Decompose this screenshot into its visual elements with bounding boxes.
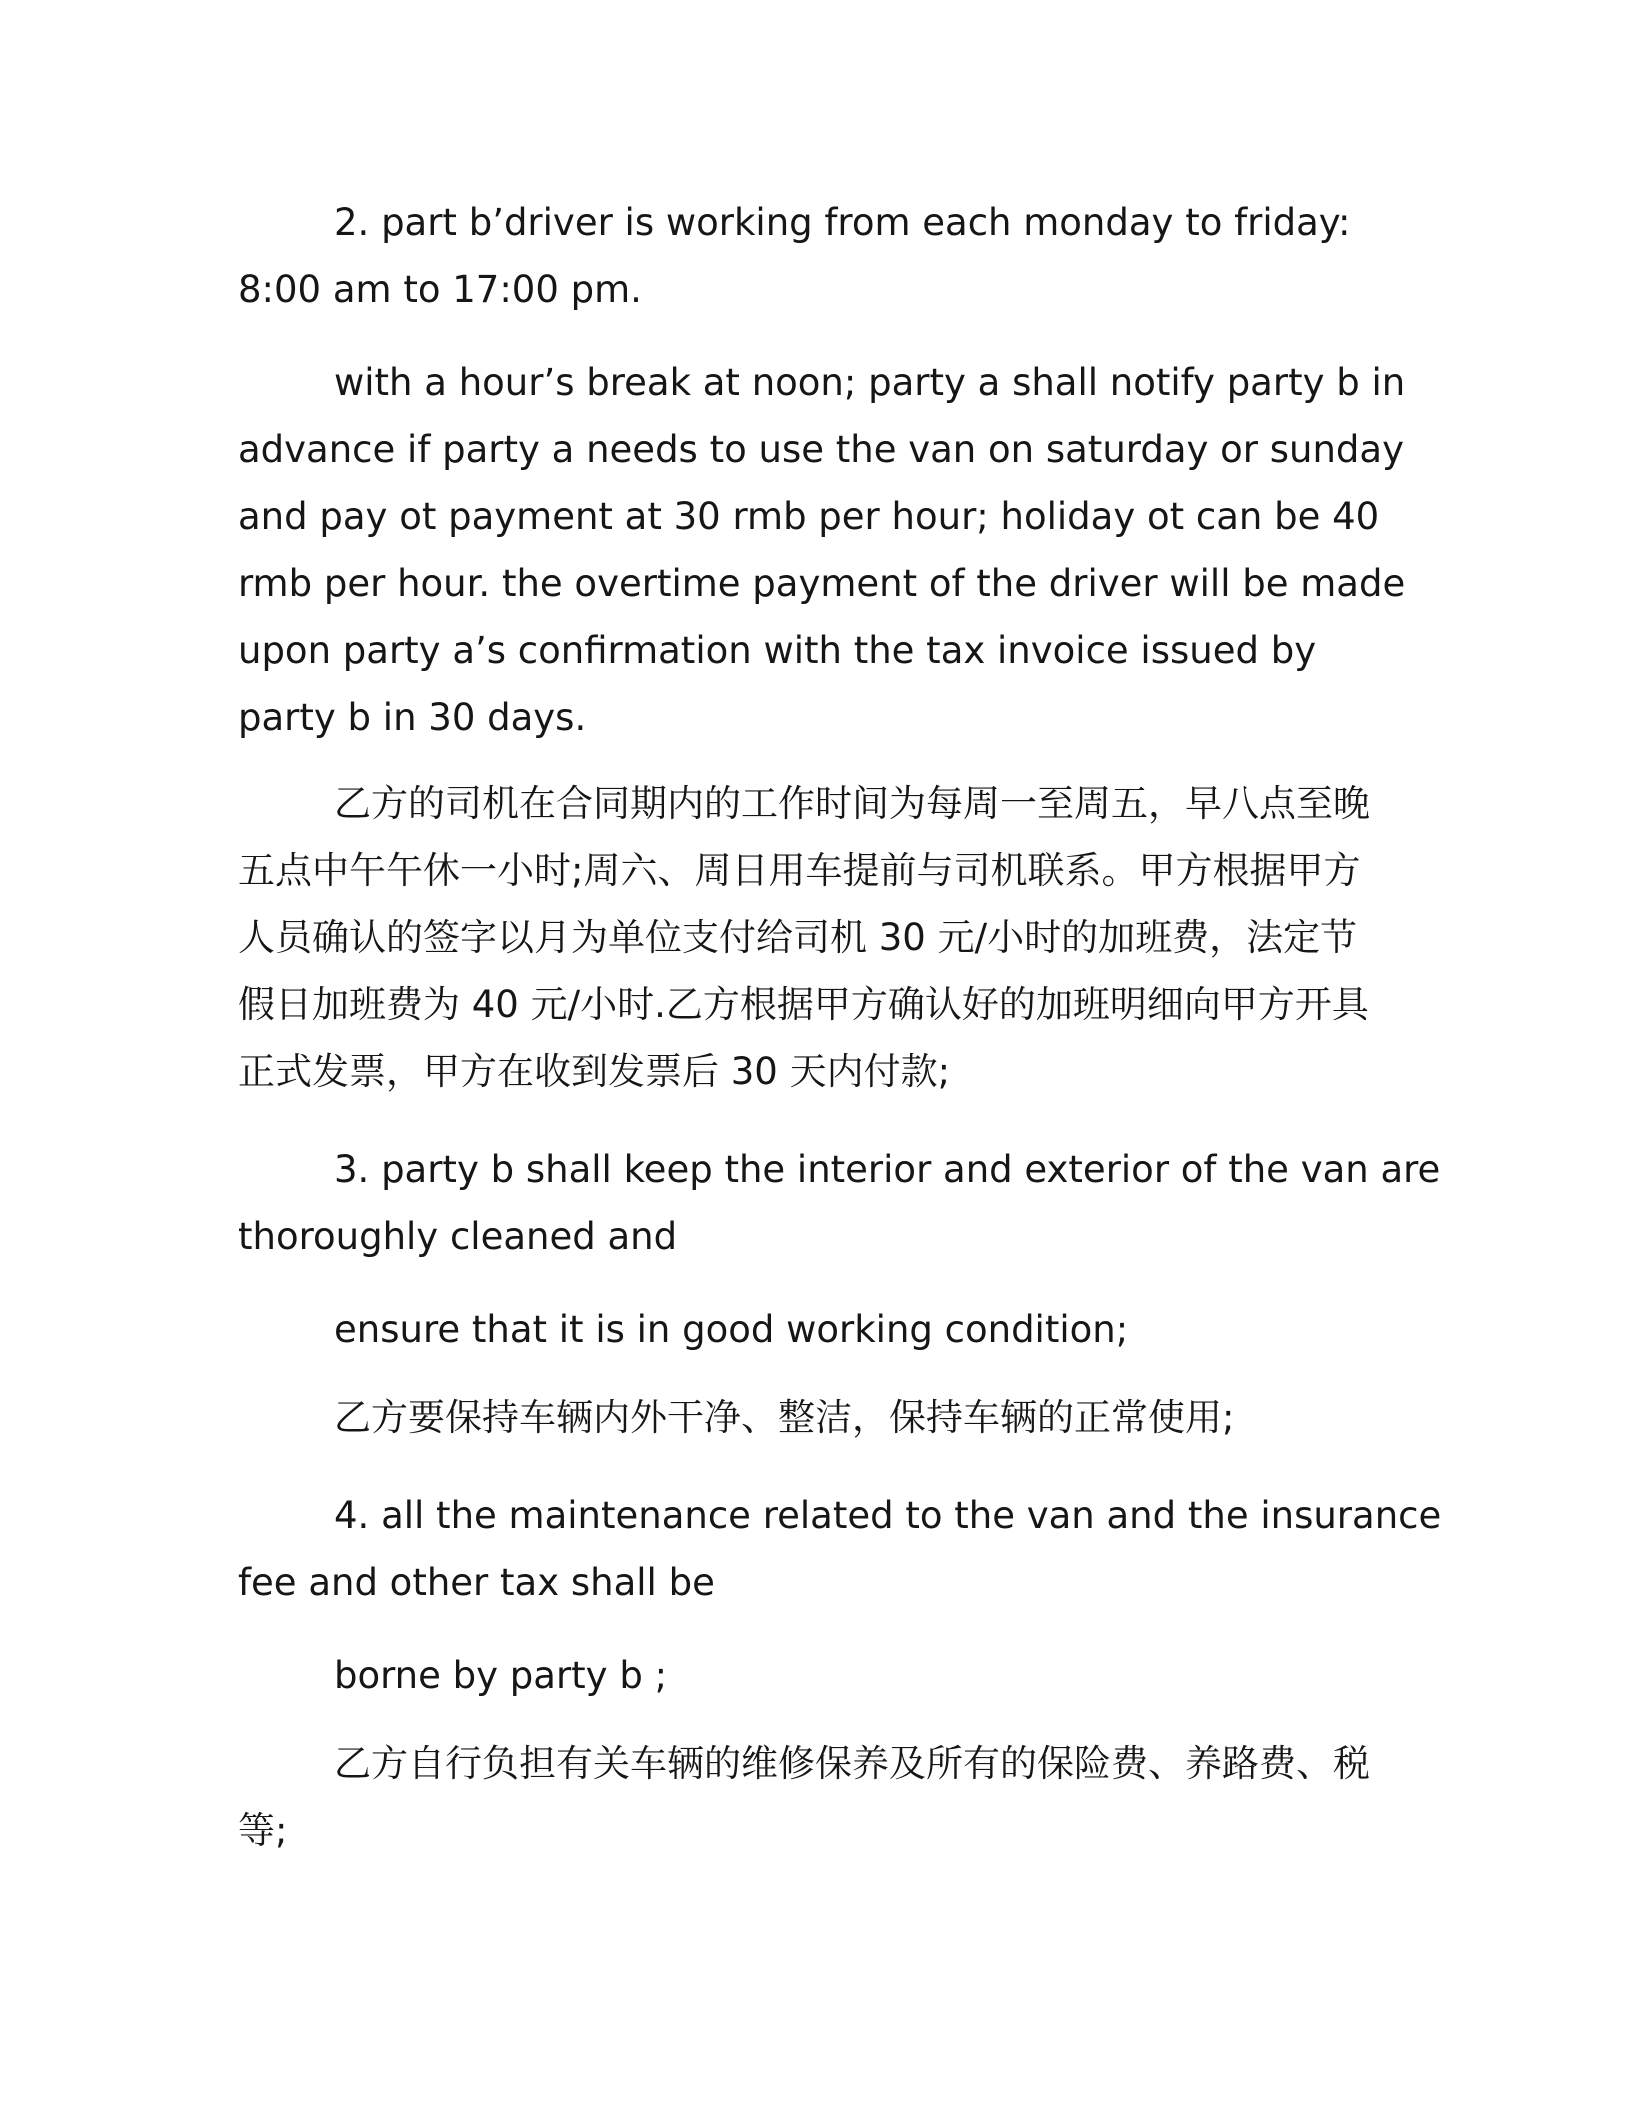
clause-3-english	[238, 1136, 1441, 1270]
text-line: upon party a’s confirmation with the tax invoice issued by	[238, 629, 1317, 672]
text-line: and pay ot payment at 30 rmb per hour; holiday ot can be 40	[238, 495, 1380, 538]
text-line: 人员确认的签字以月为单位支付给司机 30 元/小时的加班费，法定节	[238, 916, 1358, 959]
text-line: thoroughly cleaned and	[238, 1215, 678, 1258]
text-line: 乙方的司机在合同期内的工作时间为每周一至周五，早八点至晚	[334, 782, 1370, 825]
clause-2-english-schedule	[238, 189, 1398, 323]
clause-2-chinese	[238, 770, 1398, 1105]
text-line: fee and other tax shall be	[238, 1561, 715, 1604]
text-line: 等;	[238, 1809, 288, 1852]
text-line: 乙方要保持车辆内外干净、整洁，保持车辆的正常使用;	[334, 1396, 1235, 1439]
text-line: 3. party b shall keep the interior and exterior of the van are	[334, 1148, 1441, 1191]
text-line: advance if party a needs to use the van on saturday or sunday	[238, 428, 1404, 471]
clause-4-english	[238, 1482, 1442, 1616]
text-line: 4. all the maintenance related to the van and the insurance	[334, 1494, 1442, 1537]
text-line: 假日加班费为 40 元/小时.乙方根据甲方确认好的加班明细向甲方开具	[238, 983, 1369, 1026]
text-line: party b in 30 days.	[238, 696, 587, 739]
clause-4-chinese	[238, 1730, 1398, 1864]
text-line: rmb per hour. the overtime payment of the driver will be made	[238, 562, 1406, 605]
text-line: 乙方自行负担有关车辆的维修保养及所有的保险费、养路费、税	[334, 1742, 1370, 1785]
clause-3-english-continued	[238, 1296, 1398, 1363]
clause-4-english-continued	[238, 1642, 1398, 1709]
text-line: 2. part b’driver is working from each monday to friday:	[334, 201, 1351, 244]
clause-2-english-overtime	[238, 349, 1406, 751]
text-line: with a hour’s break at noon; party a shall notify party b in	[334, 361, 1406, 404]
text-line: 8:00 am to 17:00 pm.	[238, 268, 642, 311]
clause-3-chinese	[238, 1384, 1398, 1451]
text-line: 五点中午午休一小时;周六、周日用车提前与司机联系。甲方根据甲方	[238, 849, 1361, 892]
text-line: ensure that it is in good working condition;	[334, 1308, 1129, 1351]
text-line: 正式发票，甲方在收到发票后 30 天内付款;	[238, 1050, 951, 1093]
text-line: borne by party b ;	[334, 1654, 668, 1697]
